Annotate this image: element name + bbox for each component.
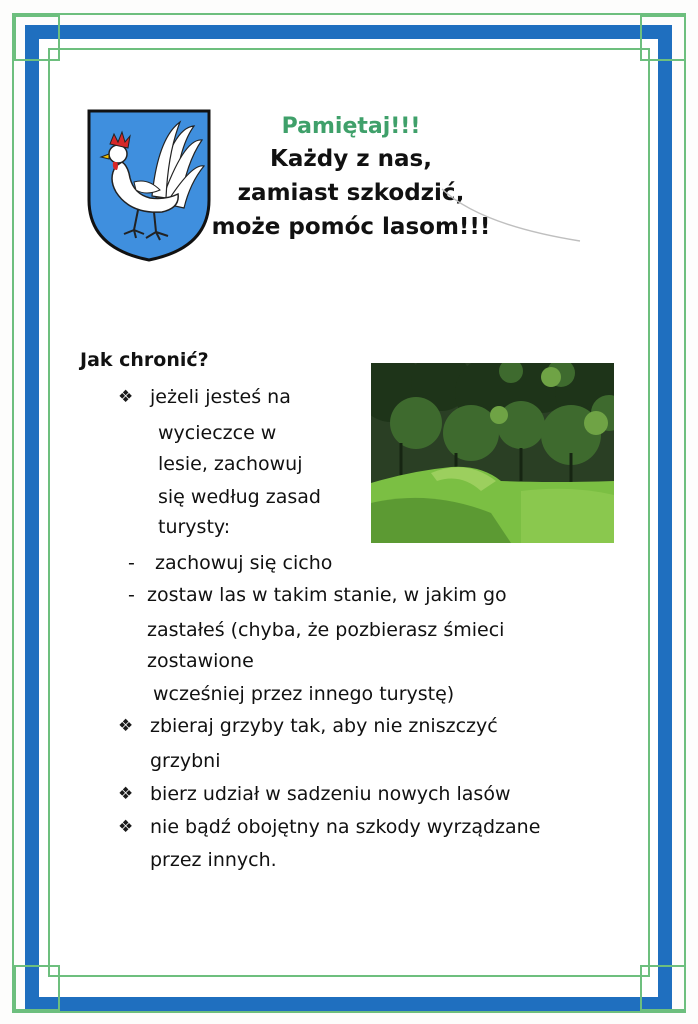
sub2-line-2: zastałeś (chyba, że pozbierasz śmieci — [147, 619, 505, 641]
item1-line-1: jeżeli jesteś na — [150, 386, 291, 408]
item3-line-1: bierz udział w sadzeniu nowych lasów — [150, 783, 511, 805]
sub2-line-1: zostaw las w takim stanie, w jakim go — [147, 584, 507, 606]
decorative-swoosh — [440, 185, 590, 255]
heading-line-1: Każdy z nas, — [270, 146, 432, 172]
bullet-icon: ❖ — [118, 716, 134, 736]
heading-line-3: może pomóc lasom!!! — [211, 214, 491, 240]
rooster-coat-of-arms-icon — [86, 108, 212, 263]
item4-line-1: nie bądź obojętny na szkody wyrządzane — [150, 816, 541, 838]
bullet-icon: ❖ — [118, 817, 134, 837]
item1-line-4: się według zasad — [158, 486, 321, 508]
item1-line-2: wycieczce w — [158, 422, 277, 444]
item1-line-5: turysty: — [158, 516, 231, 538]
item1-line-3: lesie, zachowuj — [158, 453, 303, 475]
sub2-line-4: wcześniej przez innego turystę) — [153, 683, 455, 705]
item2-line-1: zbieraj grzyby tak, aby nie zniszczyć — [150, 715, 498, 737]
dash-marker: - — [128, 584, 135, 606]
item4-line-2: przez innych. — [150, 849, 277, 871]
sub2-line-3: zostawione — [147, 650, 254, 672]
item2-line-2: grzybni — [150, 750, 221, 772]
dash-marker: - — [128, 552, 135, 574]
bullet-icon: ❖ — [118, 784, 134, 804]
section-title: Jak chronić? — [80, 349, 209, 371]
bullet-icon: ❖ — [118, 387, 134, 407]
forest-photo — [371, 363, 614, 543]
sub1-line-1: zachowuj się cicho — [155, 552, 333, 574]
heading-line-2: zamiast szkodzić, — [237, 180, 465, 206]
heading-accent: Pamiętaj!!! — [281, 114, 421, 139]
